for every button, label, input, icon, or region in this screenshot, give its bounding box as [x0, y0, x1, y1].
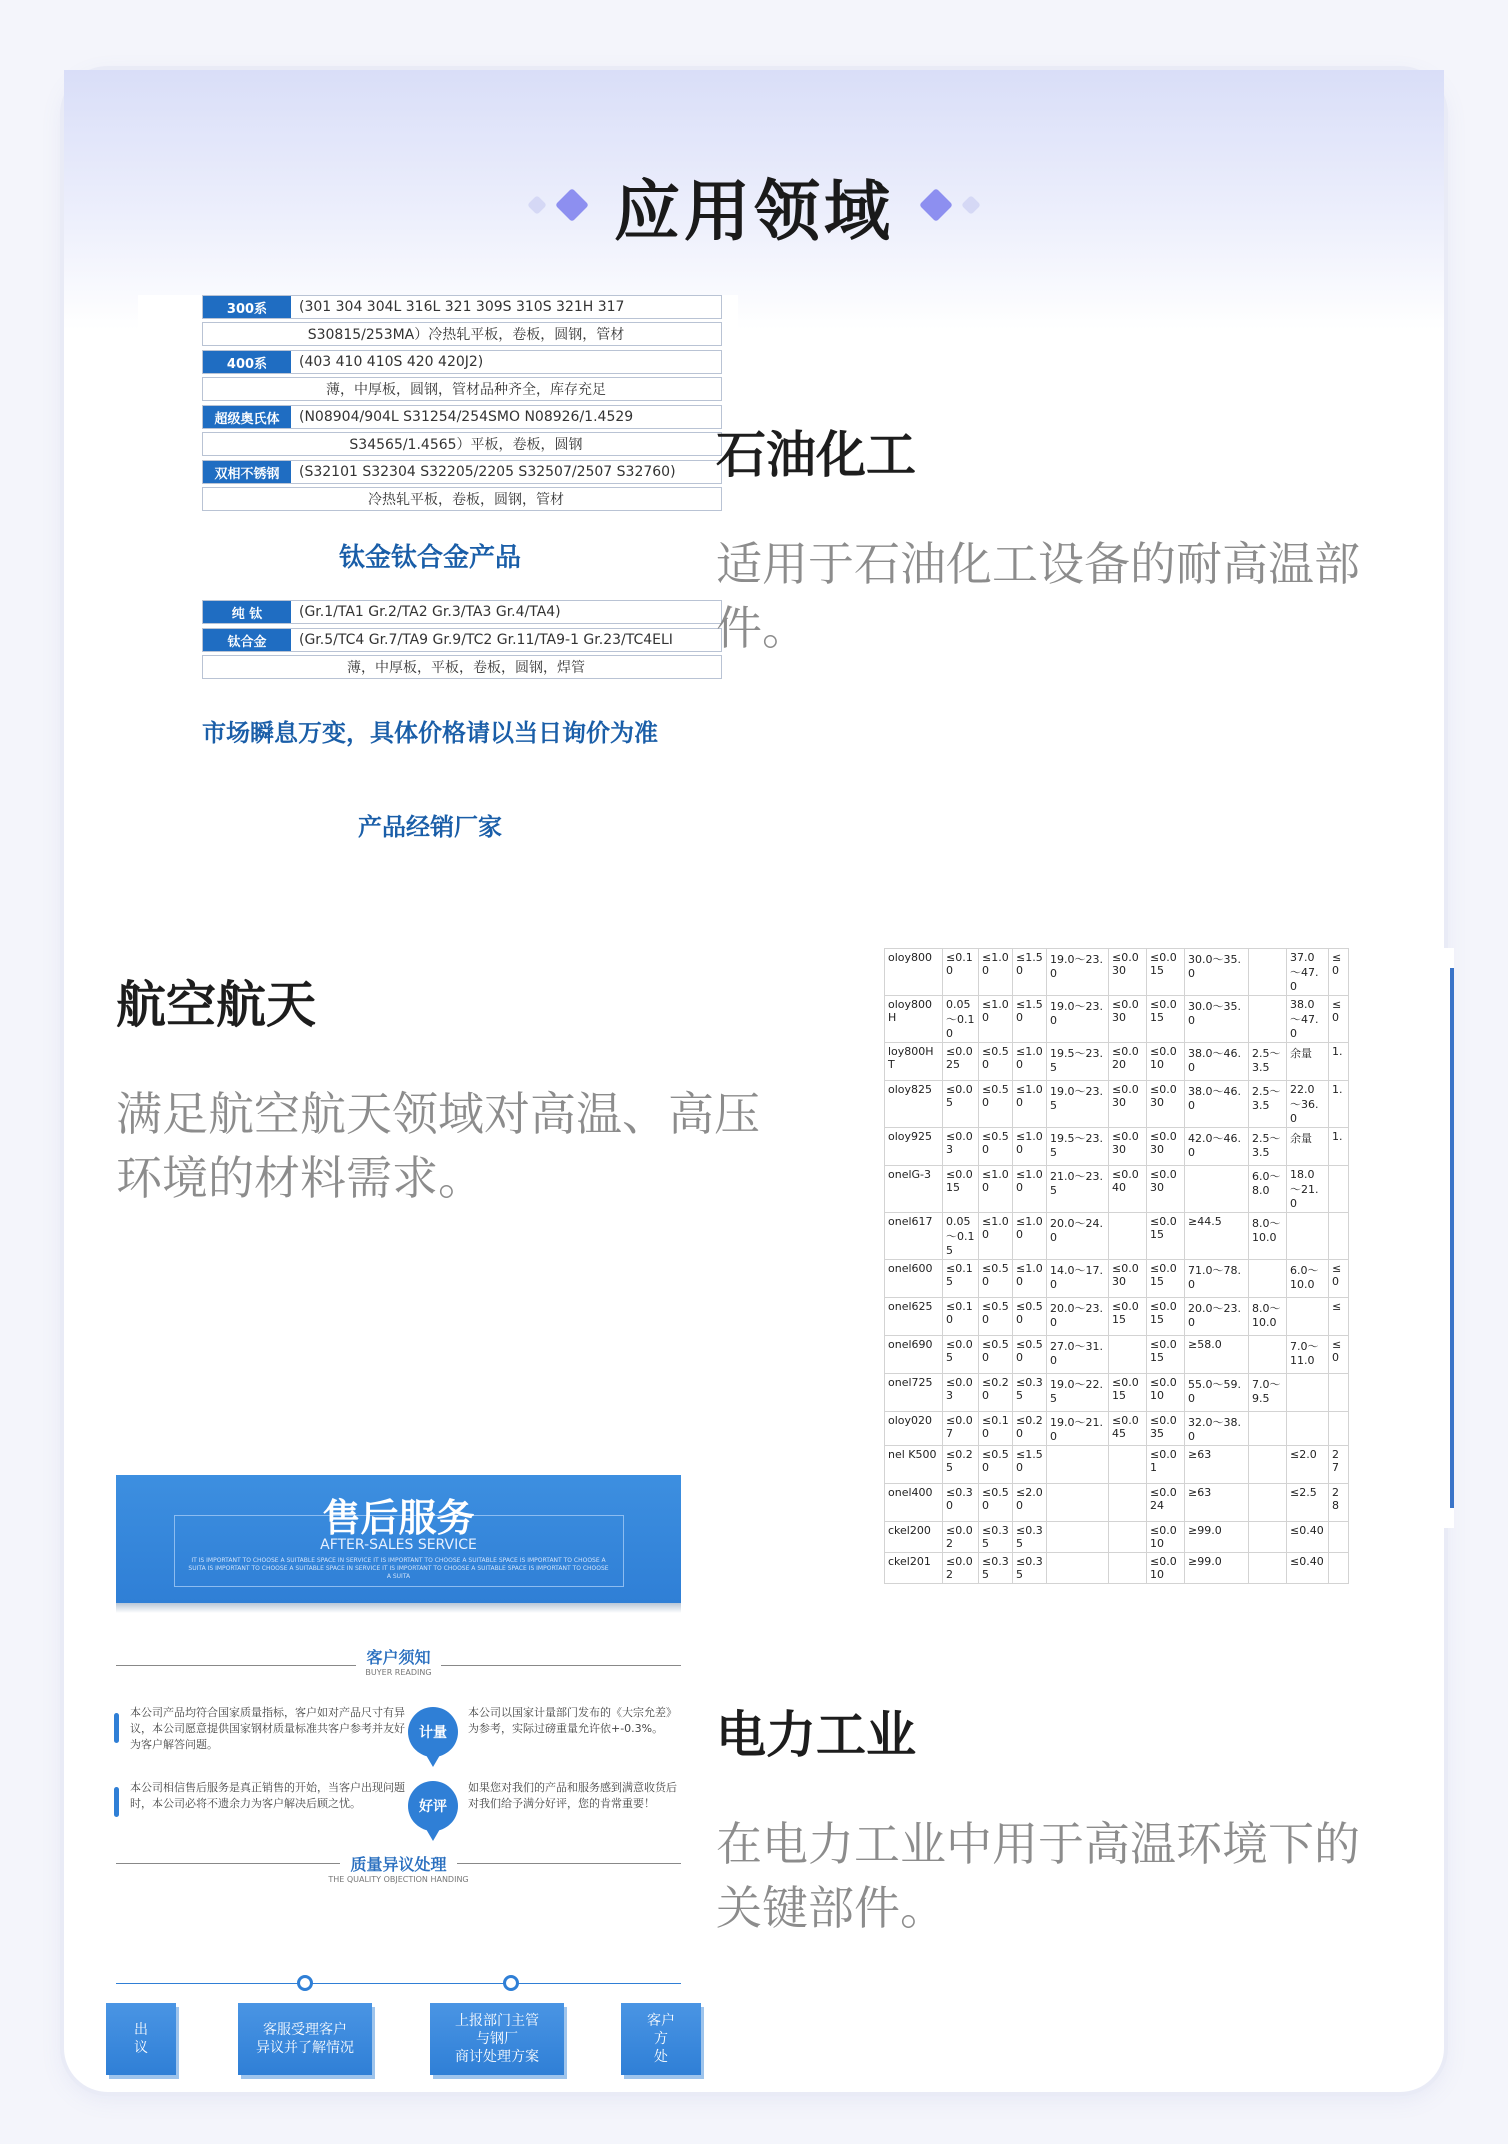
alloy-cell: ≤0.030 — [1109, 949, 1147, 996]
product-row — [202, 600, 722, 624]
alloy-row — [885, 949, 1349, 996]
alloy-cell: 19.0～23.5 — [1047, 1081, 1109, 1128]
alloy-cell: ≤0.20 — [979, 1374, 1013, 1412]
product-text: 薄，中厚板，平板，卷板，圆钢，焊管 — [347, 660, 585, 676]
alloy-cell: nel K500 — [885, 1446, 943, 1484]
alloy-cell: ≤ — [1329, 1298, 1349, 1336]
alloy-cell: ≤1.00 — [1013, 1043, 1047, 1081]
alloy-cell: ≤0.05 — [943, 1081, 979, 1128]
alloy-cell: ≤0.010 — [1147, 1043, 1185, 1081]
alloy-cell: 7.0～9.5 — [1249, 1374, 1287, 1412]
alloy-cell: 2.5～3.5 — [1249, 1128, 1287, 1166]
page-title: 应用领域 — [614, 172, 894, 250]
alloy-cell: ≤0.015 — [1147, 1213, 1185, 1260]
alloy-cell: 38.0～47.0 — [1287, 996, 1329, 1043]
alloy-cell: ≤2.0 — [1287, 1446, 1329, 1484]
alloy-cell: oloy825 — [885, 1081, 943, 1128]
flow-dot — [297, 1975, 313, 1991]
alloy-cell: oloy925 — [885, 1128, 943, 1166]
flow-dot — [503, 1975, 519, 1991]
alloy-cell: 55.0～59.0 — [1185, 1374, 1249, 1412]
alloy-cell: ≥58.0 — [1185, 1336, 1249, 1374]
alloy-cell — [1047, 1484, 1109, 1522]
alloy-cell: 42.0～46.0 — [1185, 1128, 1249, 1166]
alloy-table — [884, 948, 1349, 1584]
alloy-cell: ≥63 — [1185, 1446, 1249, 1484]
alloy-cell — [1249, 996, 1287, 1043]
alloy-cell: ≤0.40 — [1287, 1553, 1329, 1584]
alloy-row — [885, 1522, 1349, 1553]
product-tag: 超级奥氏体 — [203, 406, 291, 428]
alloy-cell: 2.5～3.5 — [1249, 1081, 1287, 1128]
alloy-row — [885, 1553, 1349, 1584]
alloy-cell: 37.0～47.0 — [1287, 949, 1329, 996]
alloy-cell: oloy800H — [885, 996, 943, 1043]
alloy-cell: 余量 — [1287, 1043, 1329, 1081]
section-title-petrochemical: 石油化工 — [716, 426, 916, 484]
alloy-cell: 20.0～24.0 — [1047, 1213, 1109, 1260]
application-card — [64, 70, 1444, 2092]
alloy-cell: 7.0～11.0 — [1287, 1336, 1329, 1374]
product-row — [202, 655, 722, 679]
alloy-cell: ≤0.50 — [979, 1484, 1013, 1522]
alloy-cell: onelG-3 — [885, 1166, 943, 1213]
notice-paragraph: 本公司以国家计量部门发布的《大宗允差》为参考，实际过磅重量允许依+-0.3%。 — [468, 1706, 677, 1735]
product-tag: 双相不锈钢 — [203, 461, 291, 483]
alloy-cell: ≤0 — [1329, 1336, 1349, 1374]
alloy-cell: 0.05～0.10 — [943, 996, 979, 1043]
product-row — [202, 432, 722, 456]
product-row — [202, 377, 722, 401]
alloy-cell: ≤0 — [1329, 996, 1349, 1043]
alloy-cell: loy800HT — [885, 1043, 943, 1081]
alloy-cell: ≤1.00 — [979, 996, 1013, 1043]
flow-step: 上报部门主管 与钢厂 商讨处理方案 — [430, 2003, 564, 2075]
alloy-cell: ≤0.040 — [1109, 1166, 1147, 1213]
alloy-cell: 19.5～23.5 — [1047, 1043, 1109, 1081]
alloy-cell: ≤0.030 — [1109, 996, 1147, 1043]
product-text: S34565/1.4565）平板，卷板，圆钢 — [349, 437, 583, 453]
product-tag: 400系 — [203, 351, 291, 373]
alloy-cell — [1249, 1336, 1287, 1374]
alloy-cell: onel690 — [885, 1336, 943, 1374]
alloy-cell: ≤1.00 — [1013, 1128, 1047, 1166]
alloy-cell: 6.0～10.0 — [1287, 1260, 1329, 1298]
alloy-cell — [1329, 1522, 1349, 1553]
alloy-cell — [1047, 1446, 1109, 1484]
alloy-cell: ≤0.50 — [979, 1081, 1013, 1128]
alloy-cell: onel600 — [885, 1260, 943, 1298]
alloy-cell: ≤0.015 — [943, 1166, 979, 1213]
alloy-cell: ≤0.25 — [943, 1446, 979, 1484]
alloy-cell: onel725 — [885, 1374, 943, 1412]
alloy-cell: ≤0.50 — [1013, 1298, 1047, 1336]
alloy-cell: 32.0～38.0 — [1185, 1412, 1249, 1446]
alloy-cell: ≤0.015 — [1147, 949, 1185, 996]
alloy-cell: ckel200 — [885, 1522, 943, 1553]
alloy-cell: ≤0.030 — [1147, 1081, 1185, 1128]
alloy-cell: 1. — [1329, 1043, 1349, 1081]
alloy-cell: 19.0～23.0 — [1047, 949, 1109, 996]
after-sales-title: 售后服务 — [322, 1496, 475, 1540]
notice-section — [116, 1645, 681, 1677]
alloy-cell: ≤0.15 — [943, 1260, 979, 1298]
flow-step: 客服受理客户 异议并了解情况 — [238, 2003, 372, 2075]
alloy-cell — [1249, 1446, 1287, 1484]
notice-paragraph: 如果您对我们的产品和服务感到满意收货后对我们给予满分好评，您的肯常重要！ — [468, 1781, 677, 1810]
product-text: S30815/253MA）冷热轧平板，卷板，圆钢，管材 — [307, 327, 625, 343]
alloy-cell — [1329, 1374, 1349, 1412]
product-row — [202, 487, 722, 511]
alloy-cell: ≤0.015 — [1147, 996, 1185, 1043]
alloy-cell — [1047, 1553, 1109, 1584]
alloy-cell: ≤1.00 — [979, 1166, 1013, 1213]
alloy-cell: 2.5～3.5 — [1249, 1043, 1287, 1081]
alloy-cell: ≥99.0 — [1185, 1522, 1249, 1553]
notice-paragraph: 本公司产品均符合国家质量指标，客户如对产品尺寸有异议，本公司愿意提供国家钢材质量标准共客户参考并友好为客户解答问题。 — [130, 1706, 405, 1751]
alloy-cell: ≤0.024 — [1147, 1484, 1185, 1522]
product-text: (Gr.1/TA1 Gr.2/TA2 Gr.3/TA3 Gr.4/TA4) — [299, 604, 561, 620]
alloy-cell: ≤0 — [1329, 1260, 1349, 1298]
measure-badge: 计量 — [408, 1707, 458, 1757]
alloy-cell: ≤1.00 — [979, 949, 1013, 996]
alloy-cell: ≤0.015 — [1109, 1374, 1147, 1412]
section-desc-power: 在电力工业中用于高温环境下的关键部件。 — [716, 1817, 1360, 1935]
flow-step: 出 议 — [106, 2003, 176, 2075]
alloy-cell: ≤0.05 — [943, 1336, 979, 1374]
alloy-row — [885, 1260, 1349, 1298]
alloy-row — [885, 1081, 1349, 1128]
section-title-aerospace: 航空航天 — [116, 976, 316, 1034]
review-badge: 好评 — [408, 1781, 458, 1831]
alloy-cell: ≤0.50 — [979, 1128, 1013, 1166]
alloy-cell: 6.0～8.0 — [1249, 1166, 1287, 1213]
alloy-cell: 21.0～23.5 — [1047, 1166, 1109, 1213]
alloy-cell — [1329, 1213, 1349, 1260]
banner-shadow — [116, 1603, 681, 1613]
quality-subheading: THE QUALITY OBJECTION HANDING — [328, 1875, 469, 1884]
alloy-row — [885, 1213, 1349, 1260]
alloy-cell — [1287, 1298, 1329, 1336]
alloy-cell: 30.0～35.0 — [1185, 996, 1249, 1043]
alloy-cell: ≤0.015 — [1147, 1336, 1185, 1374]
alloy-cell: ≤1.50 — [1013, 996, 1047, 1043]
alloy-cell: 19.0～23.0 — [1047, 996, 1109, 1043]
alloy-cell: ≤0.02 — [943, 1553, 979, 1584]
alloy-cell — [1329, 1553, 1349, 1584]
alloy-cell: ≤0.010 — [1147, 1522, 1185, 1553]
alloy-cell: ≤0.35 — [979, 1553, 1013, 1584]
alloy-cell: ≤1.50 — [1013, 949, 1047, 996]
alloy-cell: 30.0～35.0 — [1185, 949, 1249, 996]
alloy-cell: ≤0.015 — [1109, 1298, 1147, 1336]
edge-mark — [114, 1787, 119, 1817]
product-row — [202, 405, 722, 429]
alloy-cell: 38.0～46.0 — [1185, 1043, 1249, 1081]
alloy-cell: ≥63 — [1185, 1484, 1249, 1522]
title-row — [64, 150, 1444, 260]
alloy-cell: ≤0.10 — [943, 1298, 979, 1336]
alloy-cell — [1249, 1522, 1287, 1553]
alloy-cell — [1249, 1484, 1287, 1522]
alloy-cell — [1249, 1260, 1287, 1298]
alloy-cell: oloy020 — [885, 1412, 943, 1446]
alloy-cell — [1287, 1412, 1329, 1446]
alloy-cell — [1249, 1412, 1287, 1446]
alloy-cell — [1109, 1336, 1147, 1374]
product-row — [202, 322, 722, 346]
alloy-cell: ckel201 — [885, 1553, 943, 1584]
flow-line — [116, 1983, 681, 1984]
alloy-cell — [1329, 1166, 1349, 1213]
alloy-cell: ≤2.00 — [1013, 1484, 1047, 1522]
alloy-cell: ≤0.030 — [1109, 1128, 1147, 1166]
alloy-cell: 27 — [1329, 1446, 1349, 1484]
banner-fine-print: IT IS IMPORTANT TO CHOOSE A SUITABLE SPACE IN SERVICE IT IS IMPORTANT TO CHOOSE A SUITABLE SPACE IS IMPORTANT TO CHOOSE A SUITA IS IMPORTANT TO CHOOSE A SUITABLE SPACE IN SERVICE IT IS IMPORTANT TO CHOOSE A SUITABLE SPACE IS IMPORTANT TO CHOOSE A SUITA — [188, 1557, 609, 1580]
alloy-cell: ≤0.010 — [1147, 1553, 1185, 1584]
alloy-cell: ≤0.50 — [979, 1336, 1013, 1374]
image-edge-bar — [1450, 968, 1454, 1508]
alloy-cell: ≤1.50 — [1013, 1446, 1047, 1484]
product-text: 薄，中厚板，圆钢，管材品种齐全，库存充足 — [326, 382, 606, 398]
alloy-cell: ≤0.50 — [1013, 1336, 1047, 1374]
diamond-decoration-icon — [555, 188, 589, 222]
alloy-cell: ≤0.35 — [979, 1522, 1013, 1553]
alloy-cell: 20.0～23.0 — [1185, 1298, 1249, 1336]
alloy-cell: ≤0.50 — [979, 1298, 1013, 1336]
product-row — [202, 295, 722, 319]
diamond-decoration-icon — [919, 188, 953, 222]
product-tag: 钛合金 — [203, 629, 291, 651]
alloy-cell: ≤0.40 — [1287, 1522, 1329, 1553]
notice-paragraph: 本公司相信售后服务是真正销售的开始，当客户出现问题时，本公司必将不遗余力为客户解决后顾之忧。 — [130, 1781, 405, 1810]
product-row — [202, 628, 722, 652]
alloy-cell: 19.0～22.5 — [1047, 1374, 1109, 1412]
alloy-cell: onel625 — [885, 1298, 943, 1336]
quality-heading: 质量异议处理 — [340, 1852, 456, 1875]
alloy-row — [885, 1043, 1349, 1081]
alloy-cell: 18.0～21.0 — [1287, 1166, 1329, 1213]
alloy-cell — [1249, 1553, 1287, 1584]
alloy-row — [885, 1484, 1349, 1522]
alloy-cell: 8.0～10.0 — [1249, 1213, 1287, 1260]
alloy-cell: 19.0～21.0 — [1047, 1412, 1109, 1446]
alloy-cell: ≤1.00 — [1013, 1213, 1047, 1260]
alloy-cell: ≤0.35 — [1013, 1553, 1047, 1584]
section-title-power: 电力工业 — [716, 1706, 916, 1764]
alloy-cell: 0.05～0.15 — [943, 1213, 979, 1260]
alloy-row — [885, 1298, 1349, 1336]
alloy-row — [885, 1412, 1349, 1446]
alloy-row — [885, 1166, 1349, 1213]
alloy-cell: ≥44.5 — [1185, 1213, 1249, 1260]
product-row — [202, 350, 722, 374]
alloy-cell: ≤0.02 — [943, 1522, 979, 1553]
alloy-cell — [1249, 949, 1287, 996]
product-list-image — [138, 295, 738, 955]
alloy-cell: ≤0.35 — [1013, 1374, 1047, 1412]
alloy-cell: 22.0～36.0 — [1287, 1081, 1329, 1128]
alloy-row — [885, 1336, 1349, 1374]
alloy-cell: ≤0.030 — [1147, 1128, 1185, 1166]
alloy-cell — [1109, 1446, 1147, 1484]
alloy-cell: onel617 — [885, 1213, 943, 1260]
alloy-cell — [1109, 1553, 1147, 1584]
product-text: 冷热轧平板，卷板，圆钢，管材 — [368, 492, 564, 508]
alloy-cell: ≤0.50 — [979, 1043, 1013, 1081]
notice-subheading: BUYER READING — [365, 1668, 432, 1677]
product-text: (N08904/904L S31254/254SMO N08926/1.4529 — [299, 409, 634, 425]
alloy-cell: ≤0 — [1329, 949, 1349, 996]
titanium-heading: 钛金钛合金产品 — [338, 543, 521, 573]
alloy-cell: ≤0.030 — [1109, 1081, 1147, 1128]
product-tag: 300系 — [203, 296, 291, 318]
alloy-cell: ≤0.045 — [1109, 1412, 1147, 1446]
alloy-row — [885, 1446, 1349, 1484]
after-sales-image — [116, 1475, 681, 2065]
alloy-cell — [1185, 1166, 1249, 1213]
alloy-cell: ≤2.5 — [1287, 1484, 1329, 1522]
alloy-row — [885, 1128, 1349, 1166]
alloy-cell: ≤0.03 — [943, 1128, 979, 1166]
diamond-decoration-icon — [527, 195, 547, 215]
edge-mark — [114, 1713, 119, 1743]
alloy-cell: ≤0.07 — [943, 1412, 979, 1446]
alloy-cell — [1287, 1213, 1329, 1260]
quality-section — [116, 1852, 681, 1884]
alloy-cell: ≤0.030 — [1147, 1166, 1185, 1213]
flow-step: 客户 方 处 — [621, 2003, 701, 2075]
alloy-cell: ≤0.35 — [1013, 1522, 1047, 1553]
alloy-cell: ≤0.50 — [979, 1260, 1013, 1298]
alloy-cell: ≤1.00 — [979, 1213, 1013, 1260]
alloy-cell: ≤0.015 — [1147, 1260, 1185, 1298]
after-sales-banner — [116, 1475, 681, 1603]
distributor-footer: 产品经销厂家 — [358, 813, 502, 841]
alloy-cell — [1329, 1412, 1349, 1446]
alloy-cell: ≤0.01 — [1147, 1446, 1185, 1484]
alloy-cell — [1287, 1374, 1329, 1412]
alloy-cell: ≤0.015 — [1147, 1298, 1185, 1336]
alloy-row — [885, 1374, 1349, 1412]
alloy-cell: ≥99.0 — [1185, 1553, 1249, 1584]
alloy-cell: 余量 — [1287, 1128, 1329, 1166]
price-notice: 市场瞬息万变，具体价格请以当日询价为准 — [202, 719, 658, 747]
product-text: (S32101 S32304 S32205/2205 S32507/2507 S32760) — [299, 464, 676, 480]
notice-heading: 客户须知 — [356, 1645, 440, 1668]
alloy-cell — [1109, 1522, 1147, 1553]
product-text: (301 304 304L 316L 321 309S 310S 321H 317 — [299, 299, 625, 315]
alloy-cell: ≤1.00 — [1013, 1166, 1047, 1213]
diamond-decoration-icon — [961, 195, 981, 215]
alloy-table-image — [884, 948, 1454, 1581]
alloy-cell: 1. — [1329, 1081, 1349, 1128]
alloy-cell: 71.0～78.0 — [1185, 1260, 1249, 1298]
alloy-cell: 19.5～23.5 — [1047, 1128, 1109, 1166]
alloy-cell: ≤0.010 — [1147, 1374, 1185, 1412]
alloy-cell: 1. — [1329, 1128, 1349, 1166]
alloy-cell: ≤0.30 — [943, 1484, 979, 1522]
product-text: (Gr.5/TC4 Gr.7/TA9 Gr.9/TC2 Gr.11/TA9-1 Gr.23/TC4ELI — [299, 632, 673, 648]
alloy-cell: ≤0.10 — [943, 949, 979, 996]
product-tag: 纯 钛 — [203, 601, 291, 623]
alloy-cell: 27.0～31.0 — [1047, 1336, 1109, 1374]
alloy-cell — [1109, 1213, 1147, 1260]
alloy-cell: onel400 — [885, 1484, 943, 1522]
alloy-cell: ≤0.035 — [1147, 1412, 1185, 1446]
alloy-cell: ≤1.00 — [1013, 1081, 1047, 1128]
alloy-cell: 8.0～10.0 — [1249, 1298, 1287, 1336]
product-text: (403 410 410S 420 420J2) — [299, 354, 484, 370]
alloy-cell: ≤0.10 — [979, 1412, 1013, 1446]
alloy-cell: 14.0～17.0 — [1047, 1260, 1109, 1298]
alloy-cell: 20.0～23.0 — [1047, 1298, 1109, 1336]
alloy-cell: ≤0.03 — [943, 1374, 979, 1412]
alloy-cell: ≤1.00 — [1013, 1260, 1047, 1298]
section-desc-aerospace: 满足航空航天领域对高温、高压环境的材料需求。 — [116, 1087, 760, 1205]
alloy-cell: ≤0.20 — [1013, 1412, 1047, 1446]
alloy-cell: ≤0.025 — [943, 1043, 979, 1081]
alloy-cell — [1109, 1484, 1147, 1522]
section-desc-petrochemical: 适用于石油化工设备的耐高温部件。 — [716, 537, 1360, 655]
alloy-row — [885, 996, 1349, 1043]
alloy-cell: ≤0.50 — [979, 1446, 1013, 1484]
alloy-cell: 28 — [1329, 1484, 1349, 1522]
alloy-cell: 38.0～46.0 — [1185, 1081, 1249, 1128]
after-sales-subtitle: AFTER-SALES SERVICE — [320, 1537, 477, 1553]
alloy-cell: ≤0.020 — [1109, 1043, 1147, 1081]
alloy-cell — [1047, 1522, 1109, 1553]
product-row — [202, 460, 722, 484]
alloy-cell: ≤0.030 — [1109, 1260, 1147, 1298]
alloy-cell: oloy800 — [885, 949, 943, 996]
